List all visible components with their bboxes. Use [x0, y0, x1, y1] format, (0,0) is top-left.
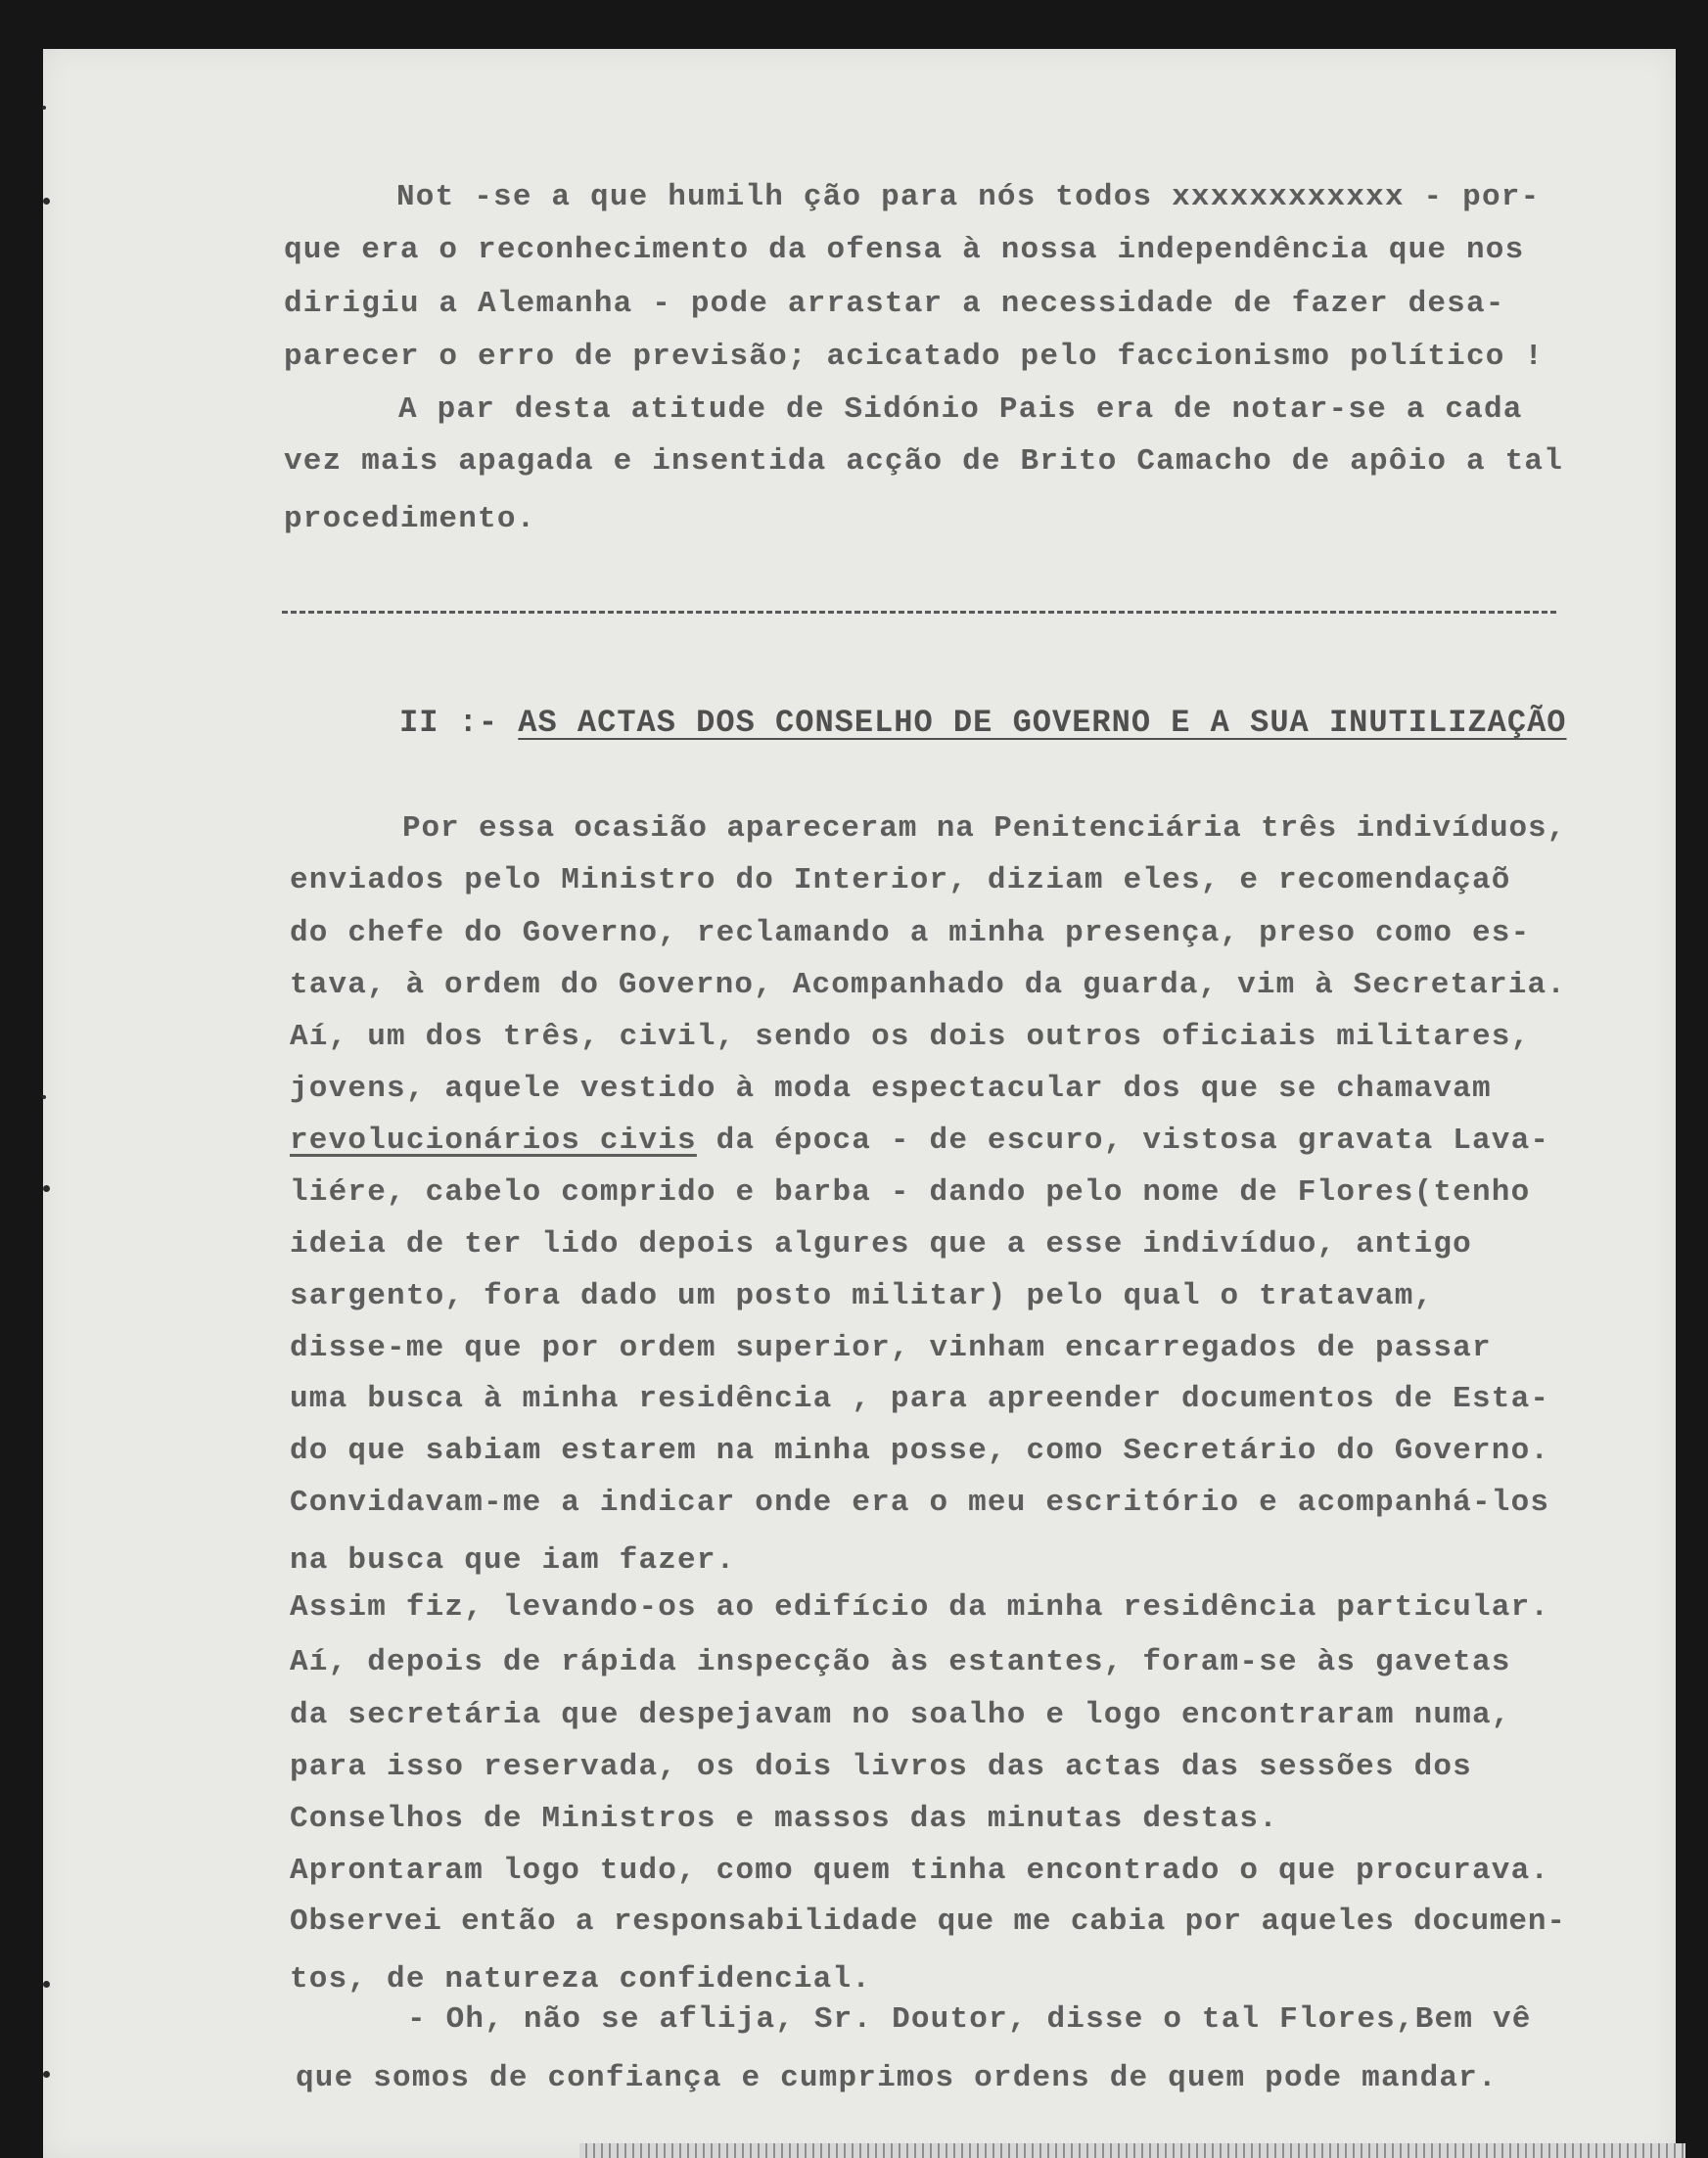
text-line: do que sabiam estarem na minha posse, como Secretário do Governo. — [290, 1434, 1550, 1468]
text-line: na busca que iam fazer. — [290, 1543, 736, 1578]
text-line: procedimento. — [284, 502, 536, 536]
text-line: vez mais apagada e insentida acção de Brito Camacho de apôio a tal — [284, 444, 1563, 479]
binder-hole-mark — [42, 106, 46, 110]
text-line: ideia de ter lido depois algures que a esse indivíduo, antigo — [290, 1227, 1472, 1262]
text-line: Observei então a responsabilidade que me cabia por aqueles documen- — [290, 1905, 1566, 1939]
text-line: tos, de natureza confidencial. — [290, 1962, 872, 1997]
binder-hole — [43, 1185, 50, 1192]
section-number: II :- — [399, 705, 519, 741]
text-line: da secretária que despejavam no soalho e logo encontraram numa, — [290, 1698, 1511, 1732]
binder-hole — [43, 2071, 50, 2078]
text-line: uma busca à minha residência , para apreender documentos de Esta- — [290, 1382, 1550, 1416]
binder-hole — [43, 1981, 50, 1988]
text-line: A par desta atitude de Sidónio Pais era de notar-se a cada — [398, 392, 1523, 427]
text-line: Por essa ocasião apareceram na Penitenciária três indivíduos, — [402, 811, 1566, 846]
section-separator — [282, 611, 1556, 614]
text-line: Aí, depois de rápida inspecção às estantes, foram-se às gavetas — [290, 1645, 1511, 1679]
text-line — [290, 1125, 1549, 1156]
text-line: Aí, um dos três, civil, sendo os dois outros oficiais militares, — [290, 1020, 1531, 1054]
text-line: parecer o erro de previsão; acicatado pelo faccionismo político ! — [284, 340, 1545, 374]
text-line: tava, à ordem do Governo, Acompanhado da guarda, vim à Secretaria. — [290, 968, 1566, 1002]
text-line-continuation: da época - de escuro, vistosa gravata Lava- — [696, 1124, 1550, 1158]
text-line: jovens, aquele vestido à moda espectacular dos que se chamavam — [290, 1072, 1492, 1106]
binder-hole-mark — [42, 1095, 46, 1099]
text-line: Convidavam-me a indicar onde era o meu escritório e acompanhá-los — [290, 1486, 1550, 1520]
text-line: que somos de confiança e cumprimos ordens de quem pode mandar. — [296, 2061, 1498, 2095]
text-line: enviados pelo Ministro do Interior, diziam eles, e recomendaçaõ — [290, 863, 1511, 897]
text-line: sargento, fora dado um posto militar) pelo qual o tratavam, — [290, 1279, 1434, 1313]
text-line: Not -se a que humilh ção para nós todos xxxxxxxxxxxx - por- — [396, 180, 1541, 214]
text-line: que era o reconhecimento da ofensa à nossa independência que nos — [284, 233, 1525, 267]
underlined-phrase: revolucionários civis — [290, 1124, 697, 1158]
text-line: liére, cabelo comprido e barba - dando pelo nome de Flores(tenho — [290, 1175, 1531, 1210]
section-title: AS ACTAS DOS CONSELHO DE GOVERNO E A SUA INUTILIZAÇÃO — [518, 705, 1567, 741]
text-line: do chefe do Governo, reclamando a minha presença, preso como es- — [290, 916, 1531, 950]
text-line: para isso reservada, os dois livros das actas das sessões dos — [290, 1750, 1472, 1784]
scan-ruler-strip — [579, 2143, 1685, 2158]
text-line: - Oh, não se aflija, Sr. Doutor, disse o tal Flores,Bem vê — [407, 2002, 1532, 2037]
text-line: Conselhos de Ministros e massos das minutas destas. — [290, 1802, 1278, 1836]
text-line: dirigiu a Alemanha - pode arrastar a necessidade de fazer desa- — [284, 287, 1505, 321]
text-line: Assim fiz, levando-os ao edifício da minha residência particular. — [290, 1590, 1550, 1625]
text-line: disse-me que por ordem superior, vinham encarregados de passar — [290, 1331, 1492, 1365]
section-heading — [399, 705, 1567, 741]
binder-hole — [43, 198, 50, 205]
text-line: Aprontaram logo tudo, como quem tinha encontrado o que procurava. — [290, 1854, 1550, 1888]
